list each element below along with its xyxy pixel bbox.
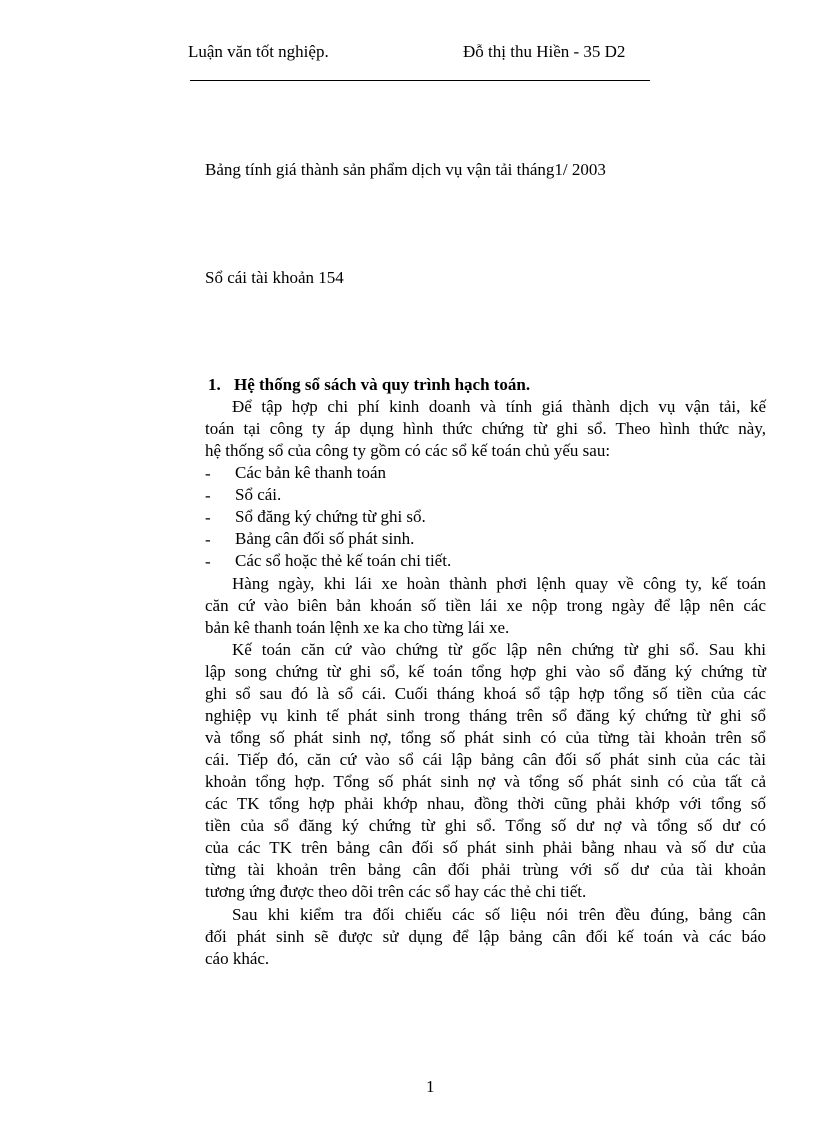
intro-line: toán tại công ty áp dụng hình thức chứng từ ghi sổ. Theo hình thức này, (205, 419, 766, 438)
para2-line: bản kê thanh toán lệnh xe ka cho từng lái xe. (205, 618, 510, 637)
para3-line: nghiệp vụ kinh tế phát sinh trong tháng trên sổ đăng ký chứng từ ghi sổ (205, 706, 766, 725)
para3-line: từng tài khoản trên bảng cân đối phải trùng với số dư của tài khoản (205, 860, 766, 879)
para3-line: khoản tổng hợp. Tổng số phát sinh nợ và tổng số phát sinh có của tất cả (205, 772, 766, 791)
para3-line: ghi sổ sau đó là sổ cái. Cuối tháng khoá sổ tập hợp tổng số tiền của các (205, 684, 766, 703)
section-title: Hệ thống sổ sách và quy trình hạch toán. (234, 375, 531, 394)
para3-line: và tổng số phát sinh nợ, tổng số phát sinh có của từng tài khoản trên sổ (205, 728, 766, 747)
bullet-dash: - (205, 552, 211, 571)
intro-line: hệ thống sổ của công ty gồm có các sổ kế toán chủ yếu sau: (205, 441, 611, 460)
bullet-dash: - (205, 508, 211, 527)
bullet-item: Các sổ hoặc thẻ kế toán chi tiết. (235, 551, 452, 570)
bullet-dash: - (205, 464, 211, 483)
table-caption: Bảng tính giá thành sản phẩm dịch vụ vận tải tháng1/ 2003 (205, 160, 606, 179)
header-left: Luận văn tốt nghiệp. (188, 42, 329, 61)
para2-line: căn cứ vào biên bản khoán số tiền lái xe nộp trong ngày để lập nên các (205, 596, 766, 615)
para4-line: cáo khác. (205, 949, 270, 968)
intro-line: Để tập hợp chi phí kinh doanh và tính giá thành dịch vụ vận tải, kế (232, 397, 766, 416)
para3-line: tiền của sổ đăng ký chứng từ ghi sổ. Tổng số dư nợ và tổng số dư có (205, 816, 766, 835)
section-number: 1. (208, 375, 221, 394)
para3-line: lập song chứng từ ghi sổ, kế toán tổng hợp ghi vào sổ đăng ký chứng từ (205, 662, 766, 681)
bullet-item: Sổ đăng ký chứng từ ghi sổ. (235, 507, 426, 526)
para3-line: Kế toán căn cứ vào chứng từ gốc lập nên chứng từ ghi sổ. Sau khi (232, 640, 766, 659)
bullet-dash: - (205, 486, 211, 505)
para3-line: tương ứng được theo dõi trên các sổ hay các thẻ chi tiết. (205, 882, 587, 901)
para3-line: các TK tổng hợp phải khớp nhau, đồng thời cũng phải khớp với tổng số (205, 794, 766, 813)
header-rule (190, 80, 650, 81)
bullet-dash: - (205, 530, 211, 549)
para2-line: Hàng ngày, khi lái xe hoàn thành phơi lệnh quay về công ty, kế toán (232, 574, 766, 593)
para3-line: của các TK trên bảng cân đối số phát sinh phải bằng nhau và số dư của (205, 838, 766, 857)
para4-line: đối phát sinh sẽ được sử dụng để lập bảng cân đối kế toán và các báo (205, 927, 766, 946)
para4-line: Sau khi kiểm tra đối chiếu các số liệu nói trên đều đúng, bảng cân (232, 905, 766, 924)
bullet-item: Bảng cân đối số phát sinh. (235, 529, 415, 548)
ledger-caption: Sổ cái tài khoản 154 (205, 268, 344, 287)
header-right: Đỗ thị thu Hiền - 35 D2 (463, 42, 626, 61)
page-number: 1 (426, 1077, 435, 1096)
para3-line: cái. Tiếp đó, căn cứ vào sổ cái lập bảng cân đối số phát sinh của các tài (205, 750, 766, 769)
bullet-item: Sổ cái. (235, 485, 282, 504)
bullet-item: Các bản kê thanh toán (235, 463, 387, 482)
